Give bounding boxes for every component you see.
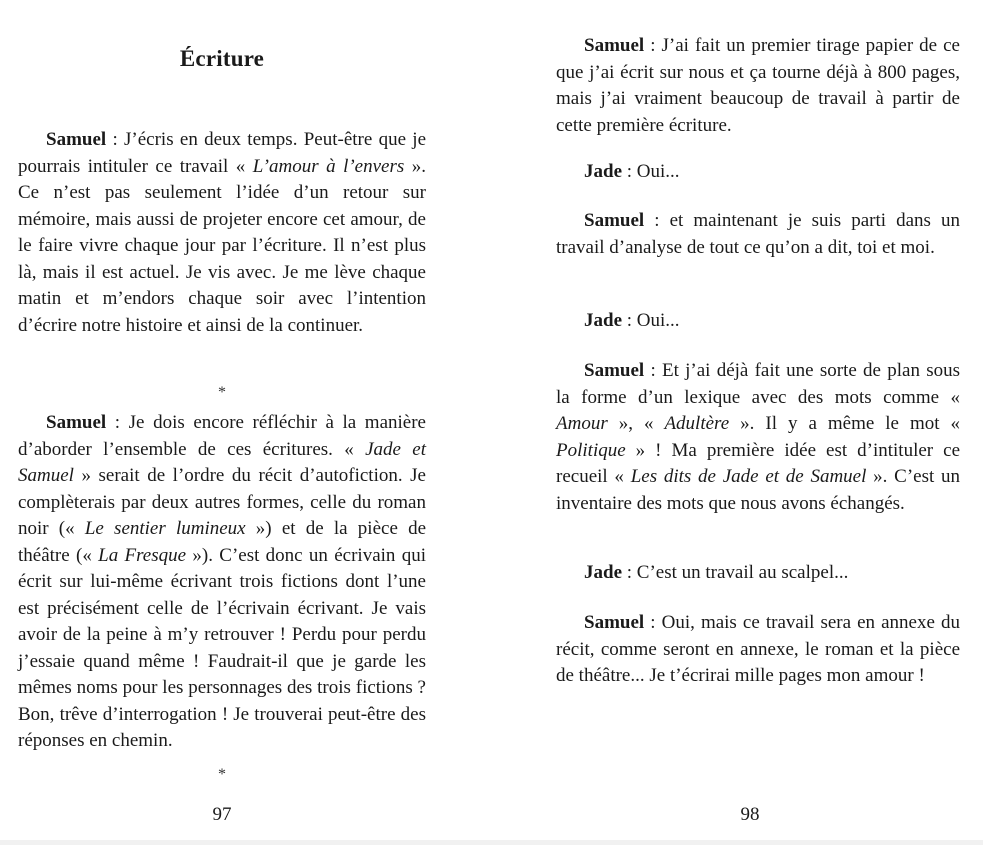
dialogue-paragraph: Samuel : Je dois encore réfléchir à la manière d’aborder l’ensemble de ces écritures. « Jade et Samuel » serait de l’ordre du récit d’autofiction. Je complèterais par deux autres formes, celle du roman noir (« Le sentier lumineux ») et de la pièce de théâtre (« La Fresque »). C’est donc un écrivain qui écrit sur lui-même écrivant trois fictions dont l’une est précisément celle de l’écrivain écrivant. Je vais avoir de la peine à m’y retrouver ! Perdu pour perdu j’essaie quand même ! Faudrait-il que je garde les mêmes noms pour les personnages des trois fictions ? Bon, trêve d’interrogation ! Je trouverai peut-être des réponses en chemin. bbox=[18, 412, 427, 751]
paragraph-block bbox=[18, 127, 426, 339]
chapter-title: Écriture bbox=[179, 46, 265, 71]
paragraph-block bbox=[556, 33, 960, 139]
section-separator: * bbox=[218, 766, 226, 783]
dialogue-paragraph: Jade : C’est un travail au scalpel... bbox=[584, 562, 849, 583]
italic-title: Jade et Samuel bbox=[18, 438, 426, 486]
italic-title: L’amour à l’envers bbox=[252, 155, 405, 177]
page-number: 98 bbox=[740, 804, 760, 825]
paragraph-block bbox=[556, 208, 960, 261]
scan-bottom-edge bbox=[0, 840, 983, 845]
speaker-name: Samuel bbox=[584, 35, 645, 56]
speaker-name: Jade bbox=[584, 562, 622, 583]
speaker-name: Samuel bbox=[584, 210, 645, 231]
italic-title: Adultère bbox=[664, 413, 730, 434]
page-number: 97 bbox=[212, 804, 232, 825]
speaker-name: Samuel bbox=[46, 129, 107, 150]
speaker-name: Samuel bbox=[584, 612, 645, 633]
speaker-name: Samuel bbox=[46, 412, 107, 433]
dialogue-paragraph: Samuel : J’ai fait un premier tirage papier de ce que j’ai écrit sur nous et ça tourne déjà à 800 pages, mais j’ai vraiment beaucoup de travail à partir de cette première écriture. bbox=[556, 35, 960, 136]
italic-title: La Fresque bbox=[98, 544, 187, 566]
paragraph-block bbox=[556, 358, 960, 517]
italic-title: Politique bbox=[556, 439, 626, 461]
italic-title: Amour bbox=[556, 413, 608, 434]
paragraph-block bbox=[18, 410, 426, 755]
paragraph-block bbox=[556, 560, 960, 587]
italic-title: Les dits de Jade et de Samuel bbox=[630, 466, 867, 487]
dialogue-paragraph: Samuel : J’écris en deux temps. Peut-être que je pourrais intituler ce travail « L’amour à l’envers ». Ce n’est pas seulement l’idée d’un retour sur mémoire, mais aussi de projeter encore cet amour, de le faire vivre chaque jour par l’écriture. Il n’est plus là, mais il est actuel. Je vis avec. Je me lève chaque matin et m’endors chaque soir avec l’intention d’écrire notre histoire et ainsi de la continuer. bbox=[18, 129, 427, 336]
paragraph-block bbox=[556, 610, 960, 690]
section-separator: * bbox=[218, 384, 226, 401]
dialogue-paragraph: Samuel : Et j’ai déjà fait une sorte de plan sous la forme d’un lexique avec des mots comme « Amour », « Adultère ». Il y a même le mot « Politique » ! Ma première idée est d’intituler ce recueil « Les dits de Jade et de Samuel ». C’est un inventaire des mots que nous avons échangés. bbox=[556, 360, 961, 514]
dialogue-paragraph: Jade : Oui... bbox=[584, 161, 680, 182]
paragraph-block bbox=[556, 308, 960, 335]
italic-title: Le sentier lumineux bbox=[84, 518, 246, 539]
left-page bbox=[18, 0, 426, 845]
paragraph-block bbox=[556, 159, 960, 186]
dialogue-paragraph: Jade : Oui... bbox=[584, 310, 680, 331]
speaker-name: Samuel bbox=[584, 360, 645, 381]
dialogue-paragraph: Samuel : et maintenant je suis parti dans un travail d’analyse de tout ce qu’on a dit, toi et moi. bbox=[556, 210, 960, 258]
speaker-name: Jade bbox=[584, 161, 622, 182]
dialogue-paragraph: Samuel : Oui, mais ce travail sera en annexe du récit, comme seront en annexe, le roman et la pièce de théâtre... Je t’écrirai mille pages mon amour ! bbox=[556, 612, 960, 686]
speaker-name: Jade bbox=[584, 310, 622, 331]
right-page bbox=[556, 0, 960, 845]
